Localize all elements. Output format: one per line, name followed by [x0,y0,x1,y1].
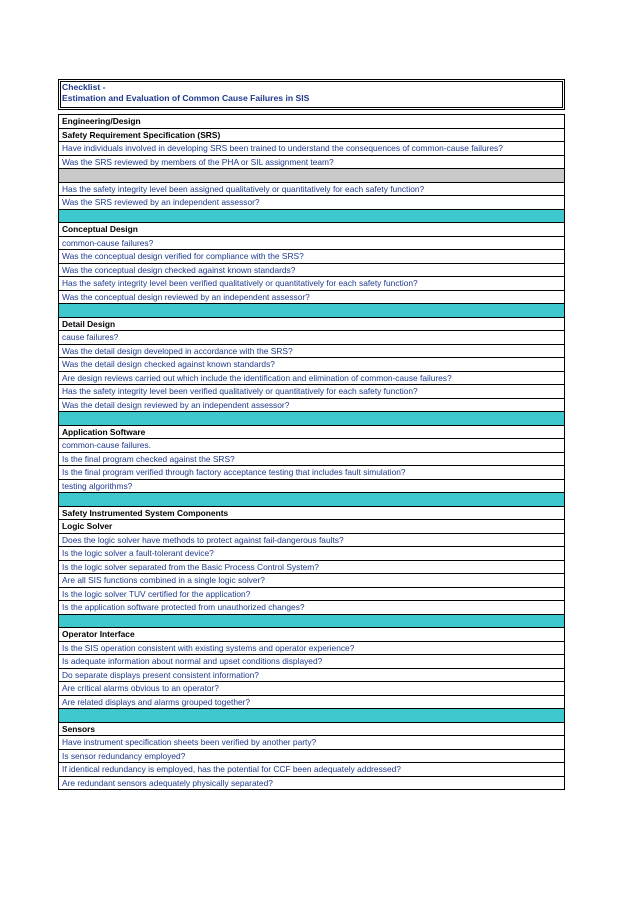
checklist-question: Was the detail design reviewed by an independent assessor? [59,399,564,413]
checklist-rows [58,114,565,790]
checklist-question: Was the conceptual design verified for compliance with the SRS? [59,250,564,264]
checklist-question: Has the safety integrity level been verified qualitatively or quantitatively for each safety function? [59,385,564,399]
checklist-question: Was the SRS reviewed by an independent assessor? [59,196,564,210]
checklist-question: Has the safety integrity level been verified qualitatively or quantitatively for each safety function? [59,277,564,291]
section-heading: Safety Requirement Specification (SRS) [59,129,564,143]
separator-row [59,304,564,318]
checklist-question: Is the SIS operation consistent with existing systems and operator experience? [59,642,564,656]
section-heading: Engineering/Design [59,115,564,129]
checklist-title-line2: Estimation and Evaluation of Common Cause Failures in SIS [62,93,310,103]
section-heading: Sensors [59,723,564,737]
separator-row [59,493,564,507]
checklist-question: Are redundant sensors adequately physically separated? [59,777,564,791]
section-heading: Detail Design [59,318,564,332]
checklist-question: Has the safety integrity level been assigned qualitatively or quantitatively for each safety function? [59,183,564,197]
checklist-question: Does the logic solver have methods to protect against fail-dangerous faults? [59,534,564,548]
checklist-question: Are all SIS functions combined in a single logic solver? [59,574,564,588]
checklist-question: Was the detail design developed in accordance with the SRS? [59,345,564,359]
checklist-question: Have instrument specification sheets been verified by another party? [59,736,564,750]
checklist-question: Was the conceptual design reviewed by an independent assessor? [59,291,564,305]
checklist-question: testing algorithms? [59,480,564,494]
section-heading: Conceptual Design [59,223,564,237]
checklist-question: Is the logic solver TUV certified for the application? [59,588,564,602]
separator-row [59,615,564,629]
checklist-question: common-cause failures? [59,237,564,251]
separator-row [59,709,564,723]
checklist-question: Do separate displays present consistent information? [59,669,564,683]
checklist-question: Is the logic solver a fault-tolerant device? [59,547,564,561]
section-heading: Operator Interface [59,628,564,642]
checklist-question: Is the application software protected from unauthorized changes? [59,601,564,615]
separator-row [59,412,564,426]
checklist-title-box [58,79,565,110]
checklist-question: Is the logic solver separated from the Basic Process Control System? [59,561,564,575]
checklist-question: Have individuals involved in developing SRS been trained to understand the consequences of common-cause failures? [59,142,564,156]
separator-row [59,169,564,183]
checklist-question: Are related displays and alarms grouped together? [59,696,564,710]
checklist-sheet [58,79,565,790]
checklist-question: Was the conceptual design checked against known standards? [59,264,564,278]
checklist-question: If identical redundancy is employed, has the potential for CCF been adequately addressed? [59,763,564,777]
checklist-question: Is the final program checked against the SRS? [59,453,564,467]
checklist-question: cause failures? [59,331,564,345]
checklist-question: Is the final program verified through factory acceptance testing that includes fault simulation? [59,466,564,480]
checklist-question: Are design reviews carried out which include the identification and elimination of common-cause failures? [59,372,564,386]
checklist-question: Was the SRS reviewed by members of the PHA or SIL assignment team? [59,156,564,170]
checklist-question: Was the detail design checked against known standards? [59,358,564,372]
section-heading: Application Software [59,426,564,440]
checklist-question: Is adequate information about normal and upset conditions displayed? [59,655,564,669]
checklist-question: Is sensor redundancy employed? [59,750,564,764]
checklist-question: common-cause failures. [59,439,564,453]
section-heading: Logic Solver [59,520,564,534]
section-heading: Safety Instrumented System Components [59,507,564,521]
checklist-question: Are critical alarms obvious to an operator? [59,682,564,696]
separator-row [59,210,564,224]
checklist-title-line1: Checklist - [62,82,106,92]
